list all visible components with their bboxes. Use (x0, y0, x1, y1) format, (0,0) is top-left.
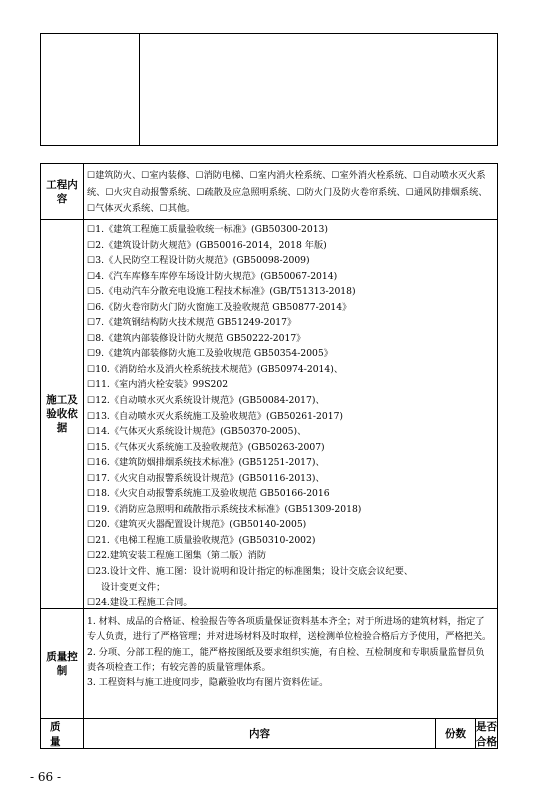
basis-item[interactable]: ☐2.《建筑设计防火规范》(GB50016-2014，2018 年版) (87, 239, 327, 251)
inspection-table (40, 163, 498, 749)
quality-paragraph: 2. 分项、分部工程的施工，能严格按图纸及要求组织实施，有自检、互检制度和专职质量监督员负责各项检查工作；有较完善的质量管理体系。 (87, 646, 485, 673)
basis-item[interactable]: ☐5.《电动汽车分散充电设施工程技术标准》(GB/T51313-2018) (87, 286, 356, 298)
basis-item[interactable]: ☐24.建设工程施工合同。 (87, 597, 193, 609)
basis-item[interactable]: ☐6.《防火卷帘防火门防火窗施工及验收规范 GB50877-2014》 (87, 301, 352, 313)
basis-item[interactable]: ☐4.《汽车库修车库停车场设计防火规范》(GB50067-2014) (87, 270, 338, 282)
basis-item[interactable]: ☐3.《人民防空工程设计防火规范》(GB50098-2009) (87, 255, 310, 267)
header-content: 内容 (84, 719, 436, 748)
quality-control-row (41, 609, 497, 719)
header-quality: 质量 (41, 719, 84, 748)
quality-paragraph: 3. 工程资料与施工进度同步，隐蔽验收均有图片资料佐证。 (87, 677, 329, 689)
basis-item[interactable]: ☐22.建筑安装工程施工图集（第二版）消防 (87, 550, 267, 562)
engineering-content-text: ☐建筑防火、☐室内装修、☐消防电梯、☐室内消火栓系统、☐室外消火栓系统、☐自动喷水灭火系统、☐火灾自动报警系统、☐疏散及应急照明系统、☐防火门及防火卷帘系统、☐通风防排烟系统、☐气体灭火系统、☐其他。 (87, 170, 488, 214)
basis-item[interactable]: ☐23.设计文件、施工图：设计说明和设计指定的标准图集；设计交底会议纪要、 (87, 566, 414, 578)
basis-item[interactable]: ☐1.《建筑工程施工质量验收统一标准》(GB50300-2013) (87, 224, 328, 235)
acceptance-basis-label: 施工及验收依据 (41, 220, 84, 608)
basis-item[interactable]: ☐10.《消防给水及消火栓系统技术规范》(GB50974-2014)、 (87, 363, 344, 375)
basis-item[interactable]: ☐16.《建筑防烟排烟系统技术标准》(GB51251-2017)、 (87, 457, 325, 469)
basis-item[interactable]: ☐18.《火灾自动报警系统施工及验收规范 GB50166-2016 (87, 488, 330, 500)
quality-control-label: 质量控制 (41, 609, 84, 718)
basis-item[interactable]: ☐9.《建筑内部装修防火施工及验收规范 GB50354-2005》 (87, 348, 333, 360)
quality-paragraph: 1. 材料、成品的合格证、检验报告等各项质量保证资料基本齐全；对于所进场的建筑材料，指定了专人负责，进行了严格管理；并对进场材料及时取样，送检测单位检验合格后方予使用，严格把关。 (87, 616, 492, 643)
blank-table (40, 33, 498, 146)
engineering-content-row (41, 164, 497, 220)
acceptance-basis-list (87, 220, 493, 608)
engineering-content-label: 工程内容 (41, 164, 84, 219)
table-divider (139, 34, 140, 145)
basis-item[interactable]: ☐15.《气体灭火系统施工及验收规范》(GB50263-2007) (87, 441, 325, 453)
quality-header-row (41, 719, 497, 748)
basis-item[interactable]: ☐20.《建筑灭火器配置设计规范》(GB50140-2005) (87, 519, 307, 531)
basis-item[interactable]: ☐19.《消防应急照明和疏散指示系统技术标准》(GB51309-2018) (87, 503, 362, 515)
basis-item[interactable]: ☐12.《自动喷水灭火系统设计规范》(GB50084-2017)、 (87, 395, 325, 407)
header-pass: 是否合格 (476, 720, 497, 748)
basis-item-continuation: 设计变更文件； (101, 581, 166, 593)
acceptance-basis-row (41, 220, 497, 609)
basis-item[interactable]: ☐11.《室内消火栓安装》99S202 (87, 379, 229, 391)
basis-item[interactable]: ☐21.《电梯工程施工质量验收规范》(GB50310-2002) (87, 534, 316, 546)
basis-item[interactable]: ☐8.《建筑内部装修设计防火规范 GB50222-2017》 (87, 332, 306, 344)
basis-item[interactable]: ☐17.《火灾自动报警系统设计规范》(GB50116-2013)、 (87, 472, 325, 484)
basis-item[interactable]: ☐14.《气体灭火系统设计规范》(GB50370-2005)、 (87, 426, 307, 438)
basis-item[interactable]: ☐7.《建筑钢结构防火技术规范 GB51249-2017》 (87, 317, 297, 329)
basis-item[interactable]: ☐13.《自动喷水灭火系统施工及验收规范》(GB50261-2017) (87, 410, 344, 422)
header-copies: 份数 (436, 719, 476, 748)
quality-control-text (87, 609, 493, 718)
page-number: - 66 - (30, 770, 62, 784)
